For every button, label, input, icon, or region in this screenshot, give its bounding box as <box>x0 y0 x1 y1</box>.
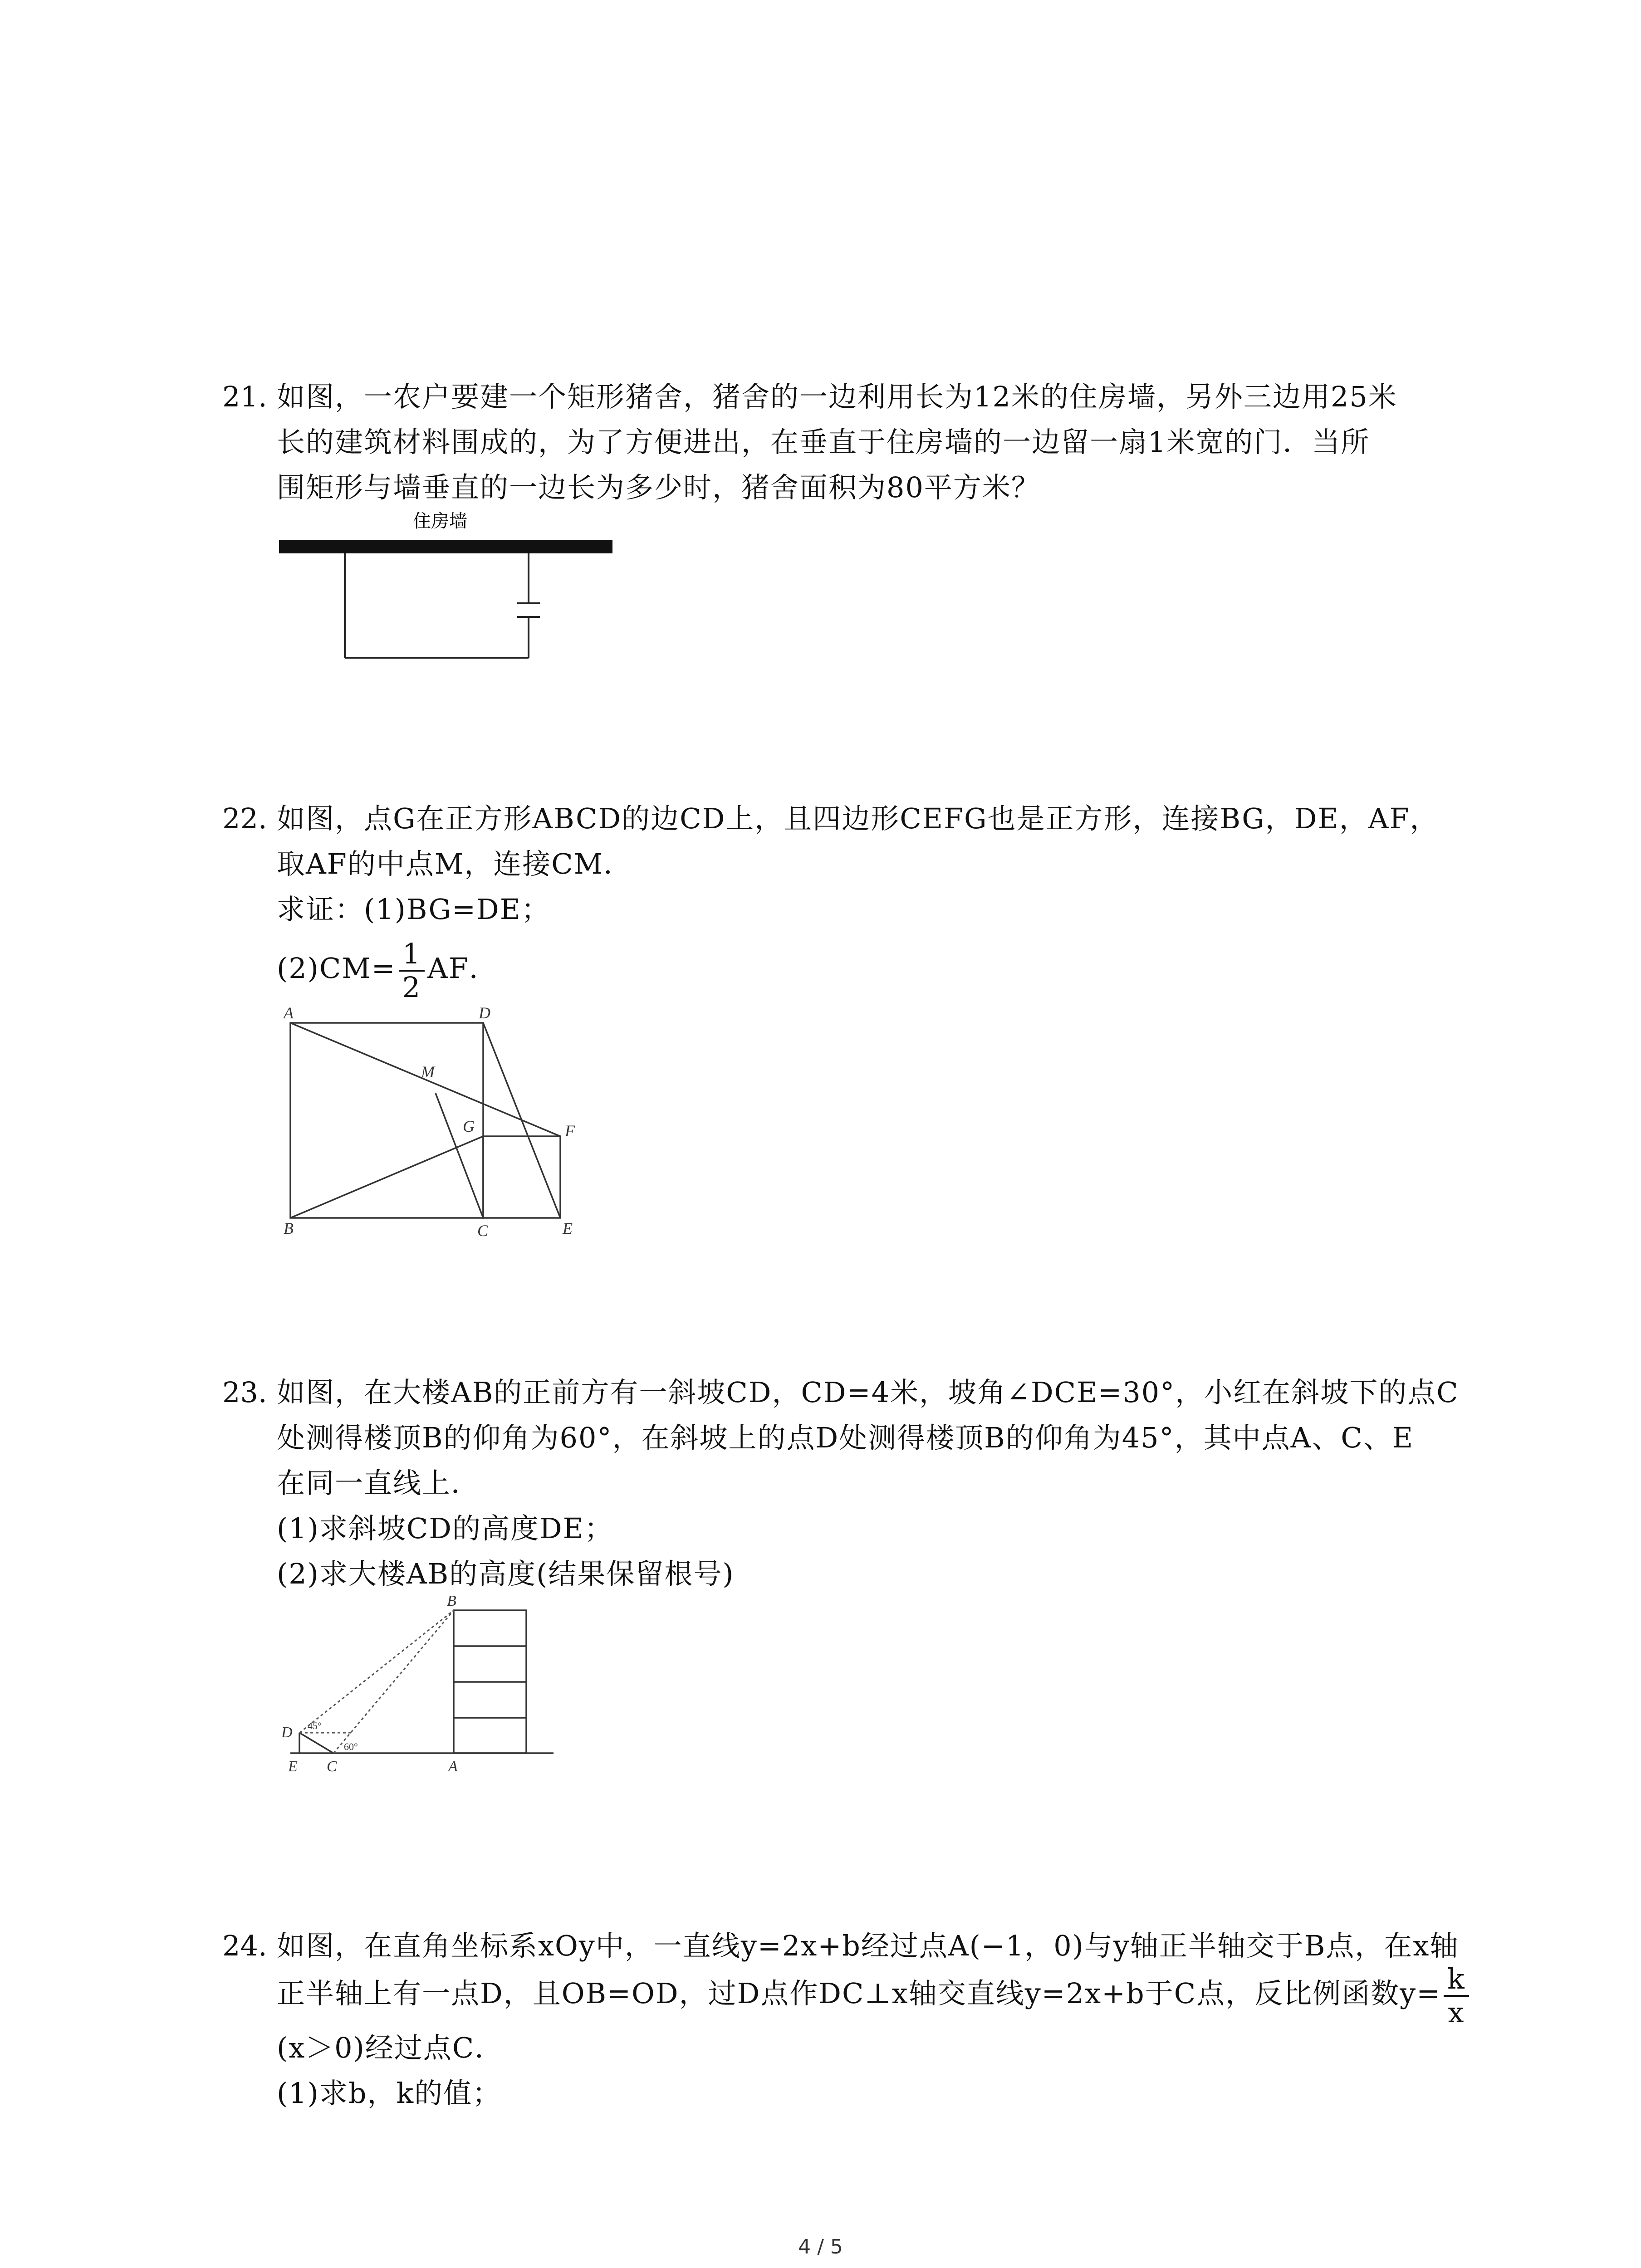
q24-line-4: (1)求b，k的值； <box>277 2077 502 2110</box>
q24-fraction: $\frac{k}{x}$ <box>1444 1963 1469 2028</box>
q22-fraction: $\frac{1}{2}$ <box>399 938 425 1003</box>
q21-line-2: 长的建筑材料围成的，为了方便进出，在垂直于住房墙的一边留一扇1米宽的门．当所 <box>277 425 1370 459</box>
q24-line-3: (x＞0)经过点C． <box>277 2031 504 2064</box>
q22-point-C: C <box>477 1222 489 1240</box>
q23-angle-60: 60° <box>344 1741 358 1752</box>
q21-number: 21. <box>222 380 267 413</box>
q22-point-B: B <box>284 1219 294 1237</box>
q23-point-C: C <box>327 1758 337 1775</box>
q22-point-D: D <box>479 1005 490 1022</box>
q23-point-D: D <box>281 1724 293 1741</box>
q23-line-5: (2)求大楼AB的高度(结果保留根号) <box>277 1557 735 1590</box>
q22-point-M: M <box>421 1063 435 1081</box>
q23-line-2: 处测得楼顶B的仰角为60°，在斜坡上的点D处测得楼顶B的仰角为45°，其中点A、C、E <box>277 1421 1414 1454</box>
q23-angle-45: 45° <box>308 1720 322 1731</box>
page-number: 4 / 5 <box>798 2235 843 2258</box>
q22-line-2: 取AF的中点M，连接CM． <box>277 847 633 880</box>
q23-building-figure <box>272 1592 572 1792</box>
q22-number: 22. <box>222 802 267 835</box>
q23-point-E: E <box>288 1758 298 1775</box>
q23-number: 23. <box>222 1376 267 1409</box>
q23-line-3: 在同一直线上． <box>277 1466 480 1500</box>
q22-point-G: G <box>463 1117 475 1135</box>
q22-point-F: F <box>565 1122 575 1140</box>
q22-square-figure <box>272 1005 599 1241</box>
q24-line-2: 正半轴上有一点D，且OB=OD，过D点作DC⊥x轴交直线y=2x+b于C点，反比例函数y= $\frac{k}{x}$ <box>277 1960 1472 2028</box>
q23-line-4: (1)求斜坡CD的高度DE； <box>277 1512 613 1545</box>
q21-wall <box>279 540 612 553</box>
q21-wall-label: 住房墙 <box>413 511 467 531</box>
q22-point-E: E <box>563 1219 573 1237</box>
q22-point-A: A <box>284 1005 294 1022</box>
q22-line-4: (2)CM= $\frac{1}{2}$ AF． <box>277 937 498 1004</box>
q24-line-1: 如图，在直角坐标系xOy中，一直线y=2x+b经过点A(−1，0)与y轴正半轴交于B点，在x轴 <box>277 1929 1459 1962</box>
q22-line-3: 求证：(1)BG=DE； <box>277 893 550 926</box>
q21-line-1: 如图，一农户要建一个矩形猪舍，猪舍的一边利用长为12米的住房墙，另外三边用25米 <box>277 380 1397 413</box>
q21-pigsty-figure <box>272 508 617 671</box>
q23-point-B: B <box>447 1593 456 1609</box>
q22-line-1: 如图，点G在正方形ABCD的边CD上，且四边形CEFG也是正方形，连接BG，DE，AF， <box>277 802 1439 835</box>
q23-point-A: A <box>448 1758 458 1775</box>
q24-number: 24. <box>222 1929 267 1962</box>
q23-line-1: 如图，在大楼AB的正前方有一斜坡CD，CD=4米，坡角∠DCE=30°，小红在斜坡下的点C <box>277 1376 1459 1409</box>
q21-line-3: 围矩形与墙垂直的一边长为多少时，猪舍面积为80平方米？ <box>277 471 1040 504</box>
